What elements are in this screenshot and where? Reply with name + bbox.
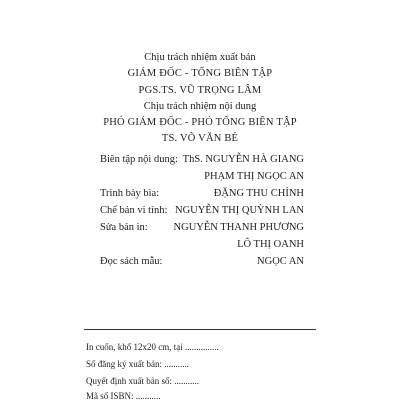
credit-value-proofreading-1: NGUYỄN THANH PHƯƠNG: [173, 222, 304, 233]
isbn: Mã số ISBN: ...........: [86, 391, 161, 400]
content-responsibility-label: Chịu trách nhiệm nội dung: [143, 101, 257, 112]
publisher-name: PGS.TS. VŨ TRỌNG LÂM: [138, 85, 262, 96]
credit-label-proofreading: Sửa bản in:: [100, 222, 148, 233]
credit-value-content-editor-2: PHẠM THỊ NGỌC AN: [204, 171, 304, 182]
divider-line: [84, 329, 316, 330]
credit-value-sample-reader: NGỌC AN: [257, 256, 304, 267]
credit-value-typesetting: NGUYỄN THỊ QUỲNH LAN: [175, 205, 304, 216]
registration-number: Số đăng ký xuất bản: ...........: [86, 359, 189, 369]
credit-value-content-editor-1: ThS. NGUYỄN HÀ GIANG: [182, 154, 304, 165]
publisher-responsibility-label: Chịu trách nhiệm xuất bản: [144, 52, 256, 63]
credit-label-typesetting: Chế bản vi tính:: [100, 205, 168, 216]
publisher-title: GIÁM ĐỐC - TỔNG BIÊN TẬP: [127, 68, 273, 79]
print-info: In cuốn, khổ 12x20 cm, tại ...............: [86, 342, 219, 352]
credit-label-sample-reader: Đọc sách mẫu:: [100, 256, 163, 267]
deputy-title: PHÓ GIÁM ĐỐC - PHÓ TỔNG BIÊN TẬP: [103, 117, 297, 128]
credit-label-content-editor: Biên tập nội dung:: [100, 154, 178, 165]
credit-value-cover-design: ĐẶNG THU CHỈNH: [213, 188, 304, 199]
credit-label-cover-design: Trình bày bìa:: [100, 188, 160, 199]
publication-decision: Quyết định xuất bản số: ...........: [86, 376, 199, 386]
credit-value-proofreading-2: LÔ THỊ OANH: [237, 239, 304, 250]
deputy-name: TS. VÕ VĂN BÉ: [161, 133, 239, 144]
